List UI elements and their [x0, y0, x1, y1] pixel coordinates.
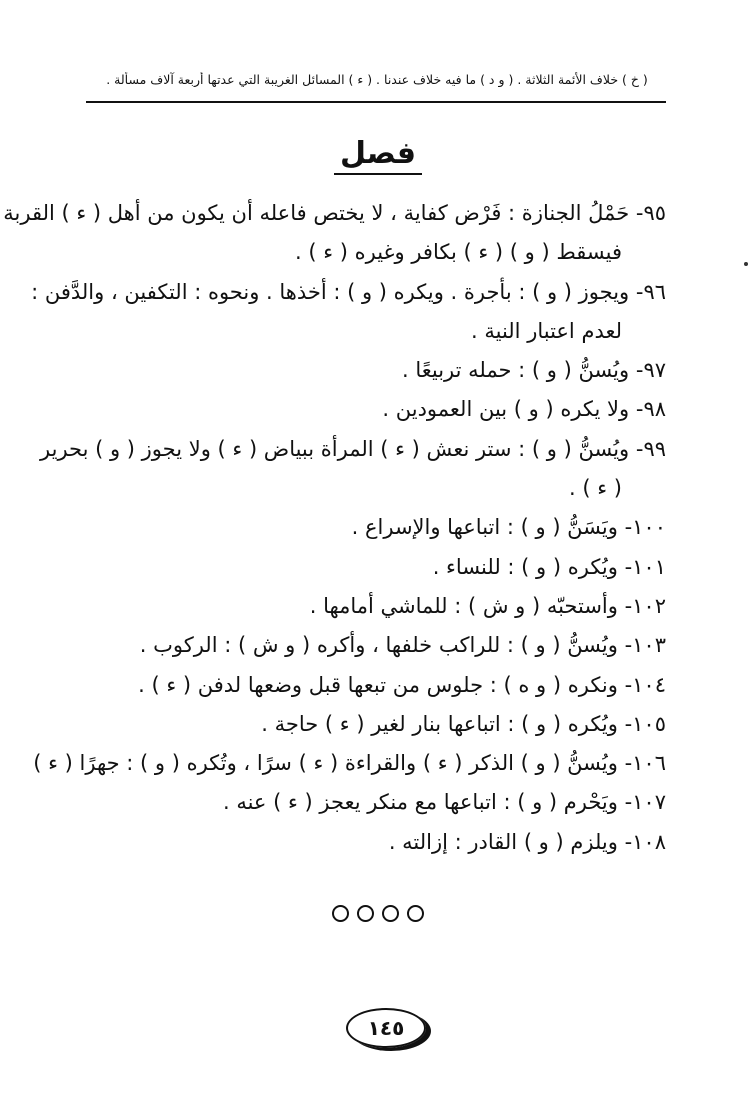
entry-line: ٩٧- ويُسنُّ ( و ) : حمله تربيعًا .: [401, 358, 666, 383]
entry-line: ١٠٧- ويَحْرم ( و ) : اتباعها مع منكر يعجز ( ء ) عنه .: [222, 790, 666, 815]
entry-line: ١٠٥- ويُكره ( و ) : اتباعها بنار لغير ( ء ) حاجة .: [261, 711, 666, 736]
entry-line: ٩٨- ولا يكره ( و ) بين العمودين .: [382, 397, 666, 422]
entry-line: لعدم اعتبار النية .: [471, 318, 622, 343]
section-title-text: فصل: [334, 136, 422, 175]
ornament-circle-icon: [382, 905, 399, 922]
entry-line: ١٠٦- ويُسنُّ ( و ) الذكر ( ء ) والقراءة ( ء ) سرًا ، وتُكره ( و ) : جهرًا ( ء ): [33, 751, 666, 776]
section-title: [0, 136, 756, 171]
entry-line: ٩٩- ويُسنُّ ( و ) : ستر نعش ( ء ) المرأة ببياض ( ء ) ولا يجوز ( و ) بحرير: [40, 436, 666, 461]
entry-line: ١٠٤- ونكره ( و ه ) : جلوس من تبعها قبل وضعها لدفن ( ء ) .: [138, 672, 666, 697]
ornament-circle-icon: [407, 905, 424, 922]
entry-line: ١٠٨- ويلزم ( و ) القادر : إزالته .: [388, 829, 666, 854]
entry-line: ١٠٠- ويَسَنُّ ( و ) : اتباعها والإسراع .: [351, 515, 666, 540]
margin-mark: [744, 262, 748, 266]
running-header: ( خ ) خلاف الأئمة الثلاثة . ( و د ) ما فيه خلاف عندنا . ( ء ) المسائل الغريبة التي عدتها أربعة آلاف مسألة .: [106, 72, 648, 87]
entry-line: ٩٦- ويجوز ( و ) : بأجرة . ويكره ( و ) : أخذها . ونحوه : التكفين ، والدَّفن :: [31, 279, 666, 304]
entry-line: ٩٥- حَمْلُ الجنازة : فَرْض كفاية ، لا يختص فاعله أن يكون من أهل ( ء ) القربة: [3, 201, 666, 225]
header-rule: [86, 101, 666, 103]
entry-line: ١٠٢- وأستحبّه ( و ش ) : للماشي أمامها .: [309, 593, 666, 618]
entry-line: فيسقط ( و ) ( ء ) بكافر وغيره ( ء ) .: [294, 240, 622, 265]
page-number: ١٤٥: [367, 1016, 405, 1040]
entries-list: [3, 194, 666, 862]
ornament-circle-icon: [357, 905, 374, 922]
entry-line: ( ء ) .: [569, 476, 622, 501]
entry-line: ١٠١- ويُكره ( و ) : للنساء .: [432, 554, 666, 579]
section-end-ornament: [0, 905, 756, 922]
page-number-badge: [346, 1008, 426, 1048]
ornament-circle-icon: [332, 905, 349, 922]
entry-line: ١٠٣- ويُسنُّ ( و ) : للراكب خلفها ، وأكره ( و ش ) : الركوب .: [139, 633, 666, 658]
